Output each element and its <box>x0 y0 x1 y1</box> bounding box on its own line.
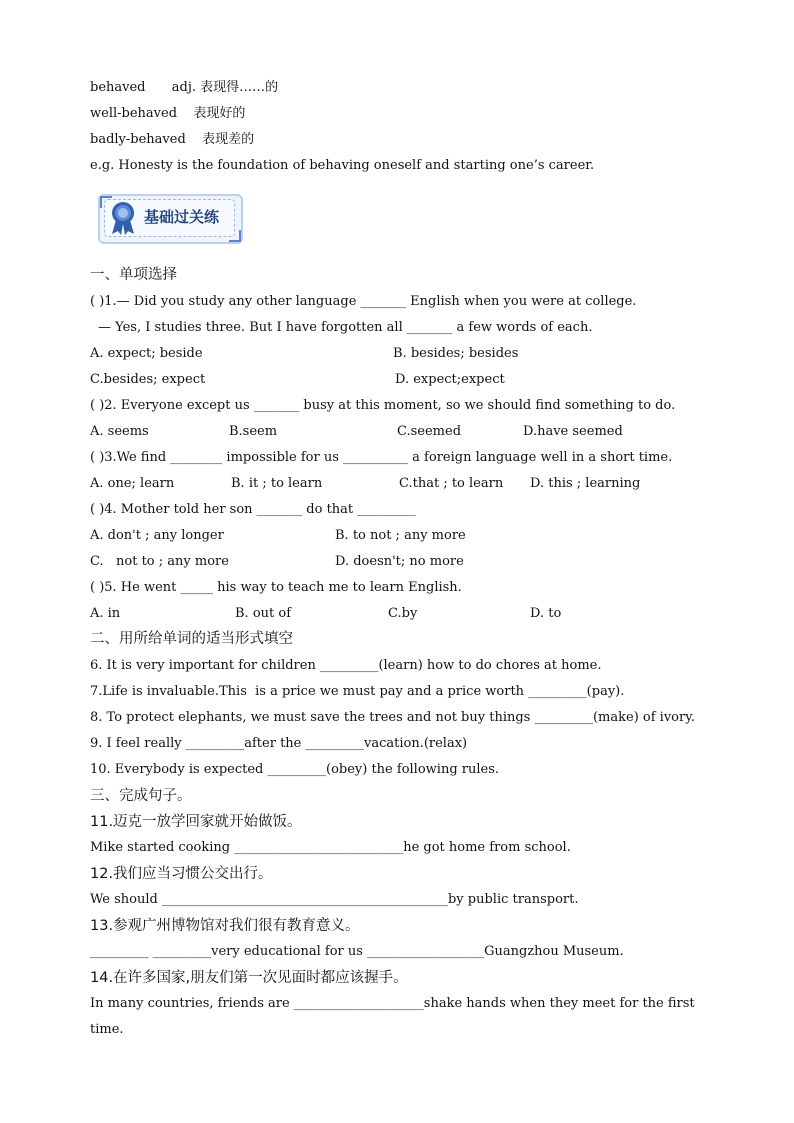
vocab-word: badly-behaved <box>90 132 186 147</box>
option-a: A. expect; beside <box>90 346 203 361</box>
vocab-pos: adj. <box>171 80 197 95</box>
question-stem: ( )5. He went _____ his way to teach me to learn English. <box>90 580 462 595</box>
example-sentence: e.g. Honesty is the foundation of behaving oneself and starting one’s career. <box>90 158 595 173</box>
vocab-entry <box>90 104 245 124</box>
question-stem: ( )4. Mother told her son _______ do that _________ <box>90 502 416 517</box>
sentence-prompt: 14.在许多国家,朋友们第一次见面时都应该握手。 <box>90 970 408 986</box>
sentence-prompt: 11.迈克一放学回家就开始做饭。 <box>90 814 302 830</box>
option-b: B. to not ; any more <box>335 528 466 543</box>
section-title: 二、用所给单词的适当形式填空 <box>90 631 293 647</box>
option-c: C.seemed <box>397 424 462 439</box>
fill-item: 10. Everybody is expected _________(obey) the following rules. <box>90 762 500 777</box>
option-d: D.have seemed <box>523 424 623 439</box>
banner-title: 基础过关练 <box>144 208 220 226</box>
sentence-answer: Mike started cooking __________________________he got home from school. <box>90 840 571 855</box>
banner-corner <box>229 230 241 242</box>
fill-item: 6. It is very important for children _________(learn) how to do chores at home. <box>90 658 602 673</box>
vocab-word: behaved <box>90 80 146 95</box>
option-d: D. this ; learning <box>530 476 641 491</box>
option-a: A. don't ; any longer <box>90 528 224 543</box>
question-stem: ( )3.We find ________ impossible for us __________ a foreign language well in a short time. <box>90 450 673 465</box>
question-stem: ( )2. Everyone except us _______ busy at this moment, so we should find something to do. <box>90 398 676 413</box>
option-b: B. besides; besides <box>393 346 519 361</box>
vocab-entry <box>90 130 254 150</box>
section-banner <box>98 194 241 242</box>
option-d: D. to <box>530 606 562 621</box>
fill-item: 8. To protect elephants, we must save the trees and not buy things _________(make) of ivory. <box>90 710 695 725</box>
option-b: B.seem <box>229 424 278 439</box>
option-c: C.by <box>388 606 418 621</box>
option-b: B. out of <box>235 606 292 621</box>
option-c: C.that ; to learn <box>399 476 504 491</box>
section-title: 一、单项选择 <box>90 267 177 283</box>
vocab-entry <box>90 78 278 98</box>
option-c: C.besides; expect <box>90 372 206 387</box>
vocab-meaning: 表现得……的 <box>200 80 279 95</box>
section-title: 三、完成句子。 <box>90 788 192 804</box>
option-d: D. doesn't; no more <box>335 554 464 569</box>
vocab-meaning: 表现好的 <box>193 106 246 121</box>
sentence-answer-continued: time. <box>90 1022 124 1037</box>
option-a: A. one; learn <box>90 476 175 491</box>
sentence-answer: _________ _________very educational for us __________________Guangzhou Museum. <box>90 944 624 959</box>
sentence-answer: In many countries, friends are ____________________shake hands when they meet for the first <box>90 996 695 1011</box>
question-stem: ( )1.— Did you study any other language _______ English when you were at college. <box>90 294 637 309</box>
vocab-word: well-behaved <box>90 106 178 121</box>
option-a: A. seems <box>90 424 149 439</box>
option-c: C. not to ; any more <box>90 554 229 569</box>
option-a: A. in <box>90 606 121 621</box>
sentence-prompt: 13.参观广州博物馆对我们很有教育意义。 <box>90 918 360 934</box>
fill-item: 7.Life is invaluable.This is a price we must pay and a price worth _________(pay). <box>90 684 625 699</box>
option-d: D. expect;expect <box>395 372 505 387</box>
fill-item: 9. I feel really _________after the _________vacation.(relax) <box>90 736 468 751</box>
medal-icon <box>108 200 138 236</box>
sentence-prompt: 12.我们应当习惯公交出行。 <box>90 866 273 882</box>
sentence-answer: We should ____________________________________________by public transport. <box>90 892 579 907</box>
question-stem: — Yes, I studies three. But I have forgotten all _______ a few words of each. <box>98 320 593 335</box>
option-b: B. it ; to learn <box>231 476 323 491</box>
vocab-meaning: 表现差的 <box>202 132 255 147</box>
